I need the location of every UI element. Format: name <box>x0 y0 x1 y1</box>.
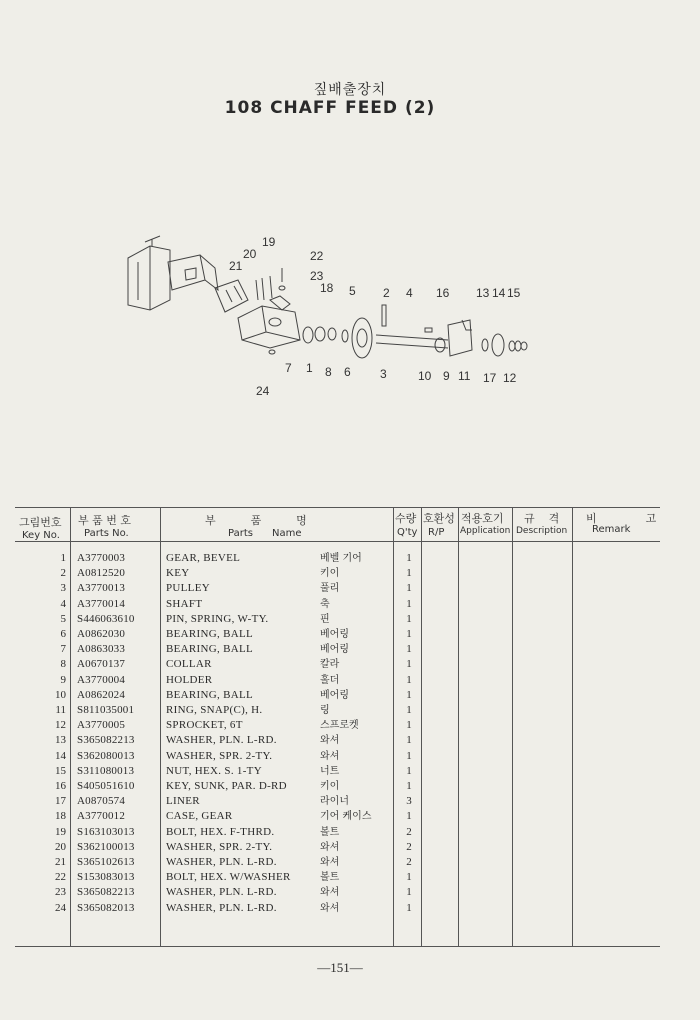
callout-16: 16 <box>436 286 450 300</box>
part-number-cell: A0862030 <box>77 628 126 640</box>
quantity-cell: 1 <box>406 704 412 716</box>
collar-8 <box>328 328 336 340</box>
part-name-kr-cell: 홀더 <box>320 674 340 686</box>
callout-12: 12 <box>503 371 517 385</box>
quantity-cell: 2 <box>406 840 412 853</box>
part-number-cell: S365082213 <box>77 886 135 899</box>
part-number-cell: A0862024 <box>77 688 126 701</box>
callout-24: 24 <box>256 384 270 398</box>
callout-7: 7 <box>285 361 292 375</box>
quantity-cell: 1 <box>406 567 412 580</box>
table-row <box>0 673 700 688</box>
part-number-cell: A3770012 <box>77 810 126 823</box>
key-cell: 14 <box>55 749 66 762</box>
part-number-cell: S365082013 <box>77 901 135 914</box>
table-row <box>0 764 700 779</box>
header-remark-kr: 비 고 <box>586 512 657 525</box>
part-number-cell: A3770003 <box>77 552 126 564</box>
header-key-kr: 그림번호 <box>19 516 62 529</box>
table-row <box>0 642 700 657</box>
quantity-cell: 1 <box>406 628 412 640</box>
callout-11: 11 <box>458 369 471 383</box>
header-key-en: Key No. <box>22 530 60 541</box>
quantity-cell: 1 <box>406 764 412 777</box>
table-header-rule <box>15 541 660 542</box>
part-name-en-cell: BEARING, BALL <box>166 688 254 701</box>
part-number-cell: S163103013 <box>77 825 135 838</box>
part-number-cell: A3770013 <box>77 582 126 595</box>
key-cell: 5 <box>60 612 66 625</box>
callout-8: 8 <box>325 365 332 379</box>
header-parts-kr: 부 품 번 호 <box>78 514 131 527</box>
callout-22: 22 <box>310 249 324 263</box>
key-cell: 13 <box>55 734 66 747</box>
part-number-cell: A0863033 <box>77 643 126 656</box>
callout-3: 3 <box>380 367 387 381</box>
part-name-kr-cell: 볼트 <box>320 872 340 884</box>
key-cell: 4 <box>60 597 66 610</box>
bearing-1 <box>315 327 325 341</box>
callout-18: 18 <box>320 281 334 295</box>
part-name-en-cell: COLLAR <box>166 658 212 671</box>
key-cell: 21 <box>55 856 66 868</box>
table-row <box>0 612 700 627</box>
part-name-kr-cell: 링 <box>320 705 330 716</box>
part-name-kr-cell: 와셔 <box>320 857 340 868</box>
part-name-en-cell: WASHER, PLN. L-RD. <box>166 901 277 914</box>
quantity-cell: 1 <box>406 810 412 823</box>
bearing-7 <box>303 327 313 343</box>
part-name-kr-cell: 너트 <box>320 765 340 777</box>
part-name-en-cell: SPROCKET, 6T <box>166 719 243 732</box>
key-cell: 6 <box>60 628 66 640</box>
part-number-cell: A3770014 <box>77 597 126 610</box>
table-row <box>0 885 700 900</box>
part-name-en-cell: WASHER, PLN. L-RD. <box>166 886 277 899</box>
quantity-cell: 1 <box>406 688 412 701</box>
header-app-en: Application <box>460 526 511 536</box>
callout-9: 9 <box>443 369 450 383</box>
table-row <box>0 825 700 840</box>
key-cell: 15 <box>55 764 66 777</box>
part-name-kr-cell: 스프로켓 <box>320 720 359 732</box>
part-number-cell: S405051610 <box>77 780 135 792</box>
header-rp-kr: 호환성 <box>423 512 455 525</box>
quantity-cell: 1 <box>406 749 412 762</box>
header-qty-kr: 수량 <box>395 512 417 525</box>
quantity-cell: 1 <box>406 719 412 732</box>
part-name-en-cell: GEAR, BEVEL <box>166 552 241 564</box>
header-desc-en: Description <box>516 526 568 536</box>
callout-1: 1 <box>306 361 313 375</box>
table-row <box>0 794 700 809</box>
quantity-cell: 3 <box>406 795 412 808</box>
exploded-parts-diagram <box>0 0 700 460</box>
page-title: 108 CHAFF FEED (2) <box>224 98 436 118</box>
sprocket <box>492 334 504 356</box>
key-cell: 20 <box>55 840 66 853</box>
part-name-en-cell: BOLT, HEX. F-THRD. <box>166 825 275 838</box>
quantity-cell: 1 <box>406 552 412 564</box>
table-row <box>0 718 700 733</box>
table-row <box>0 688 700 703</box>
part-name-kr-cell: 키이 <box>320 568 340 580</box>
part-name-kr-cell: 라이너 <box>320 796 349 808</box>
part-number-cell: S446063610 <box>77 612 135 625</box>
part-name-kr-cell: 키이 <box>320 781 340 792</box>
page-title-korean: 짚배출장치 <box>313 82 387 98</box>
quantity-cell: 1 <box>406 658 412 671</box>
part-name-en-cell: PIN, SPRING, W-TY. <box>166 612 269 625</box>
part-name-kr-cell: 칼라 <box>320 659 340 671</box>
quantity-cell: 1 <box>406 643 412 656</box>
key-cell: 10 <box>55 688 66 701</box>
table-row <box>0 840 700 855</box>
key-cell: 8 <box>60 658 66 671</box>
header-qty-en: Q'ty <box>397 527 418 538</box>
header-rp-en: R/P <box>428 527 445 538</box>
part-number-cell: S365102613 <box>77 856 135 868</box>
part-number-cell: S311080013 <box>77 764 135 777</box>
part-number-cell: A0812520 <box>77 567 126 580</box>
part-name-kr-cell: 축 <box>320 598 330 610</box>
part-name-en-cell: WASHER, PLN. L-RD. <box>166 734 277 747</box>
quantity-cell: 1 <box>406 780 412 792</box>
callout-23: 23 <box>310 269 324 283</box>
shaft <box>376 335 448 348</box>
part-name-en-cell: CASE, GEAR <box>166 810 233 823</box>
table-row <box>0 597 700 612</box>
part-number-cell: S153083013 <box>77 871 135 884</box>
quantity-cell: 1 <box>406 582 412 595</box>
part-name-kr-cell: 베어링 <box>320 689 349 701</box>
part-name-en-cell: KEY <box>166 567 190 580</box>
part-name-en-cell: WASHER, PLN. L-RD. <box>166 856 277 868</box>
table-row <box>0 581 700 596</box>
quantity-cell: 2 <box>406 825 412 838</box>
table-row <box>0 627 700 642</box>
gear-case-18 <box>238 306 300 348</box>
part-name-en-cell: BEARING, BALL <box>166 628 254 640</box>
callout-14: 14 <box>492 286 506 300</box>
part-number-cell: S362100013 <box>77 840 135 853</box>
part-name-en-cell: KEY, SUNK, PAR. D-RD <box>166 780 287 792</box>
header-app-kr: 적용호기 <box>461 512 504 525</box>
callout-21: 21 <box>229 259 243 273</box>
quantity-cell: 1 <box>406 901 412 914</box>
quantity-cell: 1 <box>406 597 412 610</box>
table-row <box>0 703 700 718</box>
holder <box>448 320 472 356</box>
callout-10: 10 <box>418 369 432 383</box>
quantity-cell: 1 <box>406 734 412 747</box>
header-desc-kr: 규 격 <box>524 512 560 525</box>
part-name-en-cell: BEARING, BALL <box>166 643 254 656</box>
callout-15: 15 <box>507 286 521 300</box>
part-name-kr-cell: 와셔 <box>320 902 340 914</box>
part-name-kr-cell: 와셔 <box>320 887 340 899</box>
part-name-kr-cell: 와셔 <box>320 735 340 747</box>
part-number-cell: A3770004 <box>77 673 126 686</box>
key-cell: 22 <box>55 871 66 884</box>
callout-labels <box>229 235 521 398</box>
key-cell: 9 <box>60 673 66 686</box>
quantity-cell: 1 <box>406 886 412 899</box>
part-name-en-cell: SHAFT <box>166 597 203 610</box>
quantity-cell: 1 <box>406 612 412 625</box>
part-name-kr-cell: 기어 케이스 <box>320 811 372 823</box>
quantity-cell: 1 <box>406 871 412 884</box>
key-cell: 3 <box>60 582 66 595</box>
part-name-en-cell: WASHER, SPR. 2-TY. <box>166 749 273 762</box>
pulley <box>352 318 372 358</box>
header-name-en: Parts Name <box>228 528 302 539</box>
table-row <box>0 566 700 581</box>
key-cell: 12 <box>55 719 66 732</box>
bearing-6 <box>342 330 348 342</box>
part-name-en-cell: RING, SNAP(C), H. <box>166 704 263 716</box>
part-name-en-cell: WASHER, SPR. 2-TY. <box>166 840 273 853</box>
bevel-gear <box>215 280 248 312</box>
part-name-kr-cell: 와셔 <box>320 750 340 762</box>
part-name-en-cell: HOLDER <box>166 673 213 686</box>
table-row <box>0 657 700 672</box>
part-name-kr-cell: 베어링 <box>320 644 349 656</box>
part-name-kr-cell: 와셔 <box>320 841 340 853</box>
header-name-kr: 부 품 명 <box>205 514 307 527</box>
part-name-en-cell: PULLEY <box>166 582 210 595</box>
key-cell: 16 <box>55 780 66 792</box>
gear-case <box>168 255 205 290</box>
callout-5: 5 <box>349 284 356 298</box>
callout-2: 2 <box>383 286 390 300</box>
header-parts-en: Parts No. <box>84 528 129 539</box>
part-name-kr-cell: 볼트 <box>320 826 340 838</box>
table-top-rule <box>15 507 660 508</box>
part-number-cell: A3770005 <box>77 719 126 732</box>
key-cell: 23 <box>55 886 66 899</box>
quantity-cell: 1 <box>406 673 412 686</box>
key-cell: 11 <box>55 704 66 716</box>
table-bottom-rule <box>15 946 660 947</box>
part-name-en-cell: NUT, HEX. S. 1-TY <box>166 764 262 777</box>
table-row <box>0 551 700 566</box>
table-row <box>0 855 700 870</box>
table-row <box>0 870 700 885</box>
table-row <box>0 733 700 748</box>
part-number-cell: S365082213 <box>77 734 135 747</box>
key-cell: 1 <box>60 552 66 564</box>
part-name-kr-cell: 베벨 기어 <box>320 553 362 564</box>
table-row <box>0 749 700 764</box>
header-remark-en: Remark <box>592 524 631 535</box>
callout-13: 13 <box>476 286 490 300</box>
part-name-kr-cell: 베어링 <box>320 629 349 640</box>
key-cell: 17 <box>55 795 66 808</box>
part-number-cell: S811035001 <box>77 704 135 716</box>
part-number-cell: S362080013 <box>77 749 135 762</box>
key-cell: 18 <box>55 810 66 823</box>
callout-19: 19 <box>262 235 276 249</box>
part-name-en-cell: BOLT, HEX. W/WASHER <box>166 871 291 884</box>
key-cell: 2 <box>60 567 66 580</box>
callout-4: 4 <box>406 286 413 300</box>
part-number-cell: A0670137 <box>77 658 126 671</box>
key-cell: 19 <box>55 825 66 838</box>
table-row <box>0 809 700 824</box>
part-name-kr-cell: 풀리 <box>320 583 340 595</box>
part-name-kr-cell: 핀 <box>320 613 330 625</box>
callout-6: 6 <box>344 365 351 379</box>
mounting-bracket <box>128 246 170 310</box>
part-number-cell: A0870574 <box>77 795 126 808</box>
key-cell: 24 <box>55 901 66 914</box>
callout-17: 17 <box>483 371 497 385</box>
table-row <box>0 901 700 916</box>
table-row <box>0 779 700 794</box>
callout-20: 20 <box>243 247 257 261</box>
quantity-cell: 2 <box>406 856 412 868</box>
part-name-en-cell: LINER <box>166 795 200 808</box>
page-number: —151— <box>317 960 363 975</box>
key-cell: 7 <box>60 643 66 656</box>
